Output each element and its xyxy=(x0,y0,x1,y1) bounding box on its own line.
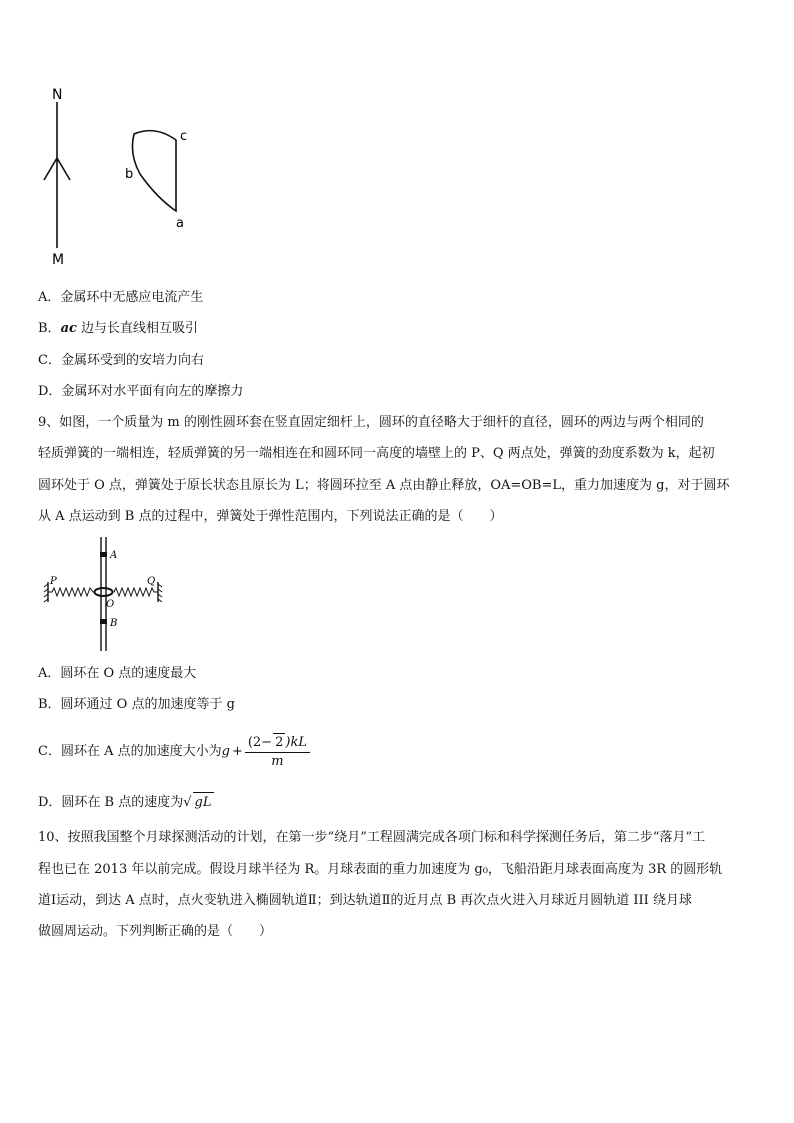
q10-line-3: 道Ⅰ运动，到达 A 点时，点火变轨进入椭圆轨道Ⅱ；到达轨道Ⅱ的近月点 B 再次点火进入月球近月圆轨道 III 绕月球 xyxy=(38,893,692,908)
q8-option-c: C．金属环受到的安培力向右 xyxy=(38,353,204,368)
q9-option-c-fraction xyxy=(245,733,310,771)
spring-left xyxy=(48,588,95,596)
q8-option-a: A．金属环中无感应电流产生 xyxy=(38,290,204,305)
q9-option-b: B．圆环通过 O 点的加速度等于 g xyxy=(38,697,235,712)
q9-option-c-denominator: m xyxy=(271,753,284,769)
q8-option-d: D．金属环对水平面有向左的摩擦力 xyxy=(38,384,244,399)
q9-option-c-plus: + xyxy=(231,744,243,759)
q8-option-b-var: ac xyxy=(60,321,77,336)
q9-line-1: 9、如图，一个质量为 m 的刚性圆环套在竖直固定细杆上，圆环的直径略大于细杆的直径，圆环的两边与两个相同的 xyxy=(38,415,704,430)
q9-option-c-num-a: (2− xyxy=(247,734,273,750)
q9-option-c-prefix: C．圆环在 A 点的加速度大小为 xyxy=(38,744,222,759)
label-b: B xyxy=(110,618,118,629)
q9-option-a: A．圆环在 O 点的速度最大 xyxy=(38,666,197,681)
label-m: M xyxy=(52,252,65,268)
q10-line-4: 做圆周运动。下列判断正确的是（ ） xyxy=(38,924,273,939)
q9-option-c-num-sqrt: 2 xyxy=(275,734,284,750)
q10-line-1: 10、按照我国整个月球探测活动的计划，在第一步“绕月”工程圆满完成各项门标和科学探测任务后，第二步“落月”工 xyxy=(38,830,706,845)
label-p: P xyxy=(50,576,57,587)
q9-option-c-g: g xyxy=(221,744,230,759)
q9-line-2: 轻质弹簧的一端相连，轻质弹簧的另一端相连在和圆环同一高度的墙壁上的 P、Q 两点处，弹簧的劲度系数为 k，起初 xyxy=(38,446,715,461)
mark-b xyxy=(100,619,107,624)
q8-option-b-prefix: B． xyxy=(38,321,61,336)
q9-line-3: 圆环处于 O 点，弹簧处于原长状态且原长为 L；将圆环拉至 A 点由静止释放，OA=OB=L，重力加速度为 g，对于圆环 xyxy=(38,478,730,493)
q9-option-c-numerator xyxy=(245,733,310,753)
label-o: O xyxy=(106,599,115,610)
label-n: N xyxy=(52,87,63,103)
ring xyxy=(95,588,113,596)
label-a: a xyxy=(176,216,184,231)
q10-line-2: 程也已在 2013 年以前完成。假设月球半径为 R。月球表面的重力加速度为 g₀，飞船沿距月球表面高度为 3R 的圆形轨 xyxy=(38,862,723,877)
spring-right xyxy=(112,588,158,596)
sqrt-icon: √ xyxy=(183,795,192,810)
q9-option-c-num-b: )kL xyxy=(285,734,307,750)
mark-a xyxy=(100,552,107,557)
q9-option-d-sqrt: gL xyxy=(193,792,214,813)
q9-line-4: 从 A 点运动到 B 点的过程中，弹簧处于弹性范围内，下列说法正确的是（ ） xyxy=(38,509,503,524)
q8-option-b-suffix: 边与长直线相互吸引 xyxy=(76,321,199,336)
q8-option-b xyxy=(38,319,198,339)
label-c: c xyxy=(180,129,188,144)
q8-figure xyxy=(30,80,210,270)
q9-option-d xyxy=(38,792,214,813)
label-a: A xyxy=(110,550,118,561)
q9-option-c xyxy=(38,732,310,772)
metal-loop xyxy=(132,131,176,211)
q9-figure xyxy=(40,535,170,655)
q9-option-d-prefix: D．圆环在 B 点的速度为 xyxy=(38,795,184,810)
label-b: b xyxy=(125,167,134,182)
label-q: Q xyxy=(147,576,156,587)
